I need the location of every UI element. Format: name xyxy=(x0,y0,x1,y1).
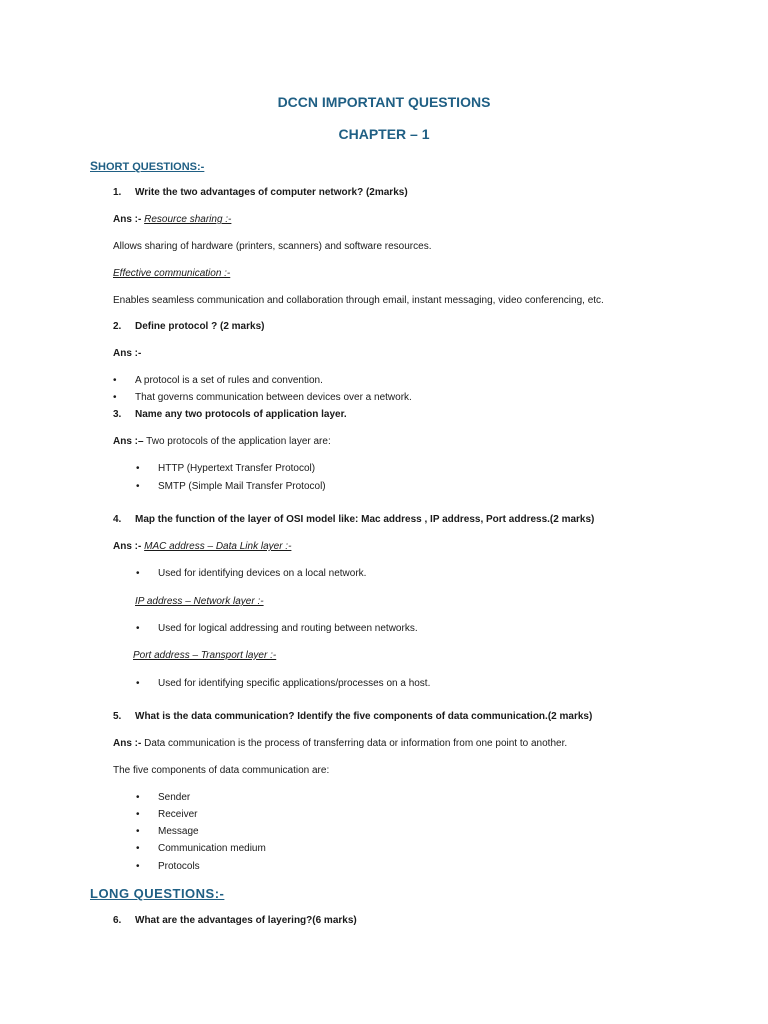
question-1: 1. Write the two advantages of computer network? (2marks) xyxy=(113,187,408,198)
list-item: • Communication medium xyxy=(136,843,266,854)
list-item: • SMTP (Simple Mail Transfer Protocol) xyxy=(136,481,326,492)
list-item: • Used for identifying devices on a local network. xyxy=(136,568,367,579)
answer-1-text-2: Enables seamless communication and collaboration through email, instant messaging, video conferencing, etc. xyxy=(113,295,604,306)
short-questions-heading: SHORT QUESTIONS:- xyxy=(90,159,205,173)
answer-4-heading: Ans :- MAC address – Data Link layer :- xyxy=(113,541,292,552)
list-item: • Receiver xyxy=(136,809,198,820)
answer-5-intro: The five components of data communication are: xyxy=(113,765,330,776)
answer-1-subheading-2: Effective communication :- xyxy=(113,268,231,279)
chapter-heading: CHAPTER – 1 xyxy=(338,126,430,142)
list-item: • HTTP (Hypertext Transfer Protocol) xyxy=(136,463,316,474)
question-2: 2. Define protocol ? (2 marks) xyxy=(113,321,265,332)
answer-1-heading: Ans :- Resource sharing :- xyxy=(113,214,232,225)
long-questions-heading: LONG QUESTIONS:- xyxy=(90,886,225,901)
answer-4-subheading-3: Port address – Transport layer :- xyxy=(133,650,277,661)
list-item: • Protocols xyxy=(136,861,200,872)
answer-5: Ans :- Data communication is the process of transferring data or information from one point to another. xyxy=(113,738,568,749)
list-item: • Message xyxy=(136,826,199,837)
answer-3: Ans :– Two protocols of the application layer are: xyxy=(113,436,331,447)
question-5: 5. What is the data communication? Identify the five components of data communication.(2 marks) xyxy=(113,711,593,722)
list-item: • A protocol is a set of rules and convention. xyxy=(113,375,323,386)
list-item: • Sender xyxy=(136,792,191,803)
answer-2-label: Ans :- xyxy=(113,348,142,359)
list-item: • Used for logical addressing and routing between networks. xyxy=(136,623,418,634)
question-3: 3. Name any two protocols of application layer. xyxy=(113,409,347,420)
list-item: • Used for identifying specific applications/processes on a host. xyxy=(136,678,431,689)
list-item: • That governs communication between devices over a network. xyxy=(113,392,412,403)
question-4: 4. Map the function of the layer of OSI model like: Mac address , IP address, Port address.(2 marks) xyxy=(113,514,595,525)
answer-1-text-1: Allows sharing of hardware (printers, scanners) and software resources. xyxy=(113,241,432,252)
question-6: 6. What are the advantages of layering?(6 marks) xyxy=(113,915,357,926)
answer-4-subheading-2: IP address – Network layer :- xyxy=(135,596,264,607)
document-title: DCCN IMPORTANT QUESTIONS xyxy=(277,94,491,110)
